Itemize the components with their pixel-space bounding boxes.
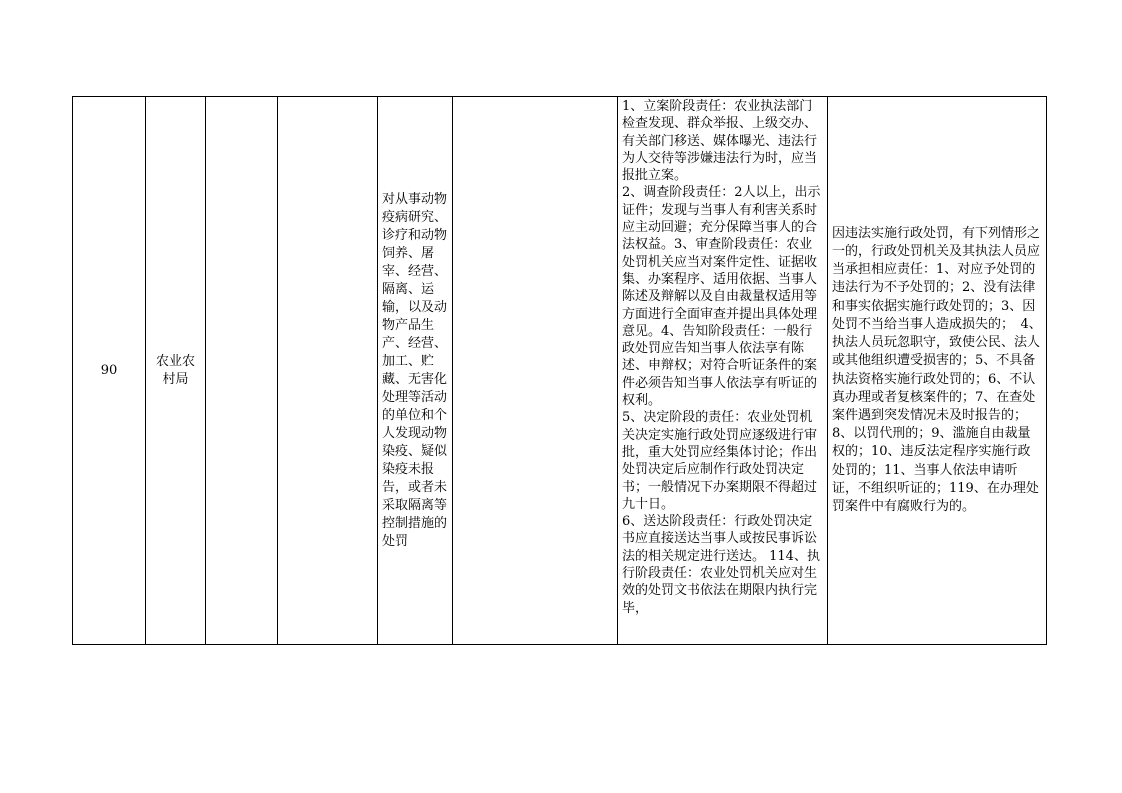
empty-cell-6 (453, 97, 618, 645)
department-cell (146, 97, 206, 645)
responsibility-clip (618, 97, 827, 644)
responsibility-cell (618, 97, 828, 645)
matter-text: 对从事动物疫病研究、诊疗和动物饲养、屠宰、经营、隔离、运输，以及动物产品生产、经营、加工、贮藏、无害化处理等活动的单位和个人发现动物染疫、疑似染疫未报告，或者未采取隔离等控制措施的处罚 (382, 191, 448, 549)
row-number: 90 (100, 363, 118, 378)
department-name: 农业农村局 (155, 353, 195, 387)
empty-cell-3 (206, 97, 278, 645)
empty-cell-4 (278, 97, 378, 645)
power-list-table (72, 96, 1047, 645)
table-row (73, 97, 1047, 645)
responsibility-text: 1、立案阶段责任：农业执法部门检查发现、群众举报、上级交办、有关部门移送、媒体曝光、违法行为人交待等涉嫌违法行为时，应当报批立案。 2、调查阶段责任：2人以上，出示证件；发现与当事人有利害关系时应主动回避；充分保障当事人的合法权益。3、审查阶段责任：农业处罚机关应当对案件定性、证据收集、办案程序、适用依据、当事人陈述及辩解以及自由裁量权适用等方面进行全面审查并提出具体处理意见。4、告知阶段责任：一般行政处罚应告知当事人依法享有陈述、申辩权；对符合听证条件的案件必须告知当事人依法享有听证的权利。 5、决定阶段的责任：农业处罚机关决定实施行政处罚应逐级进行审批，重大处罚应经集体讨论；作出处罚决定后应制作行政处罚决定书；一般情况下办案期限不得超过九十日。 6、送达阶段责任：行政处罚决定书应直接送达当事人或按民事诉讼法的相关规定进行送达。 114、执行阶段责任：农业处罚机关应对生效的处罚文书依法在期限内执行完毕， (622, 99, 821, 616)
row-number-cell (73, 97, 146, 645)
fault-cell (828, 97, 1047, 645)
fault-text: 因违法实施行政处罚，有下列情形之一的，行政处罚机关及其执法人员应当承担相应责任：1、对应予处罚的违法行为不予处罚的；2、没有法律和事实依据实施行政处罚的；3、因处罚不当给当事人造成损失的； 4、执法人员玩忽职守，致使公民、法人或其他组织遭受损害的；5、不具备执法资格实施行政处罚的；6、不认真办理或者复核案件的；7、在查处案件遇到突发情况未及时报告的；8、以罚代刑的；9、滥施自由裁量权的；10、违反法定程序实施行政处罚的；11、当事人依法申请听证，不组织听证的；119、在办理处罚案件中有腐败行为的。 (832, 225, 1042, 514)
matter-cell (378, 97, 453, 645)
